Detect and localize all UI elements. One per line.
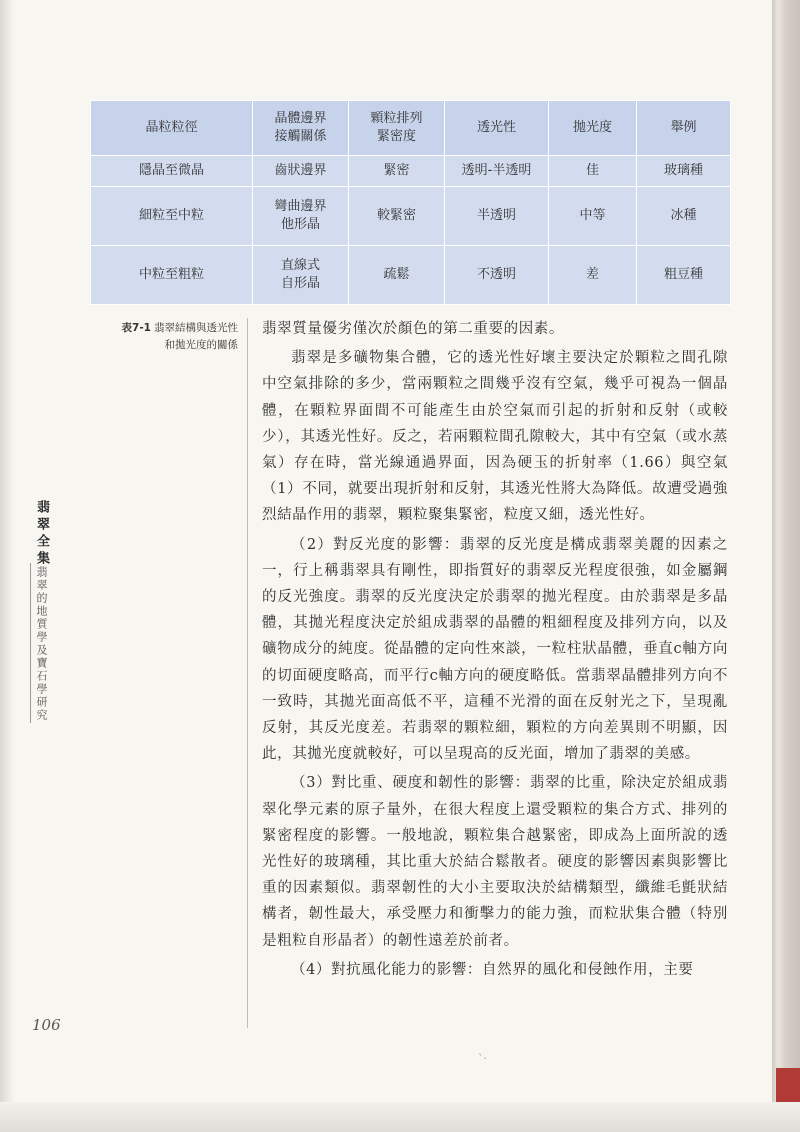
paragraph: 翡翠是多礦物集合體，它的透光性好壞主要決定於顆粒之間孔隙中空氣排除的多少，當兩顆粒之間幾乎沒有空氣，幾乎可視為一個晶體，在顆粒界面間不可能產生由於空氣而引起的折射和反射（或較少），其透光性好。反之，若兩顆粒間孔隙較大，其中有空氣（或水蒸氣）存在時，當光線通過界面，因為硬玉的折射率（1.66）與空氣（1）不同，就要出現折射和反射，其透光性將大為降低。故遭受過強烈結晶作用的翡翠，顆粒聚集緊密，粒度又細，透光性好。 [262,350,728,524]
table-cell: 齒狀邊界 [253,156,349,187]
table-cell: 差 [549,246,637,305]
table-cell: 中等 [549,187,637,246]
table-cell: 半透明 [445,187,549,246]
table-cell: 透明-半透明 [445,156,549,187]
table-cell: 細粒至中粒 [91,187,253,246]
table-cell: 直線式 自形晶 [253,246,349,305]
book-spine-edge [772,0,800,1132]
header-example: 舉例 [637,101,731,156]
structure-properties-table [90,100,731,305]
caption-number: 表7-1 [121,322,151,334]
page-number: 106 [32,1016,61,1034]
header-arrangement-density: 顆粒排列 緊密度 [349,101,445,156]
side-title-rule [30,563,31,723]
table-row [91,246,731,305]
paragraph: （2）對反光度的影響：翡翠的反光度是構成翡翠美麗的因素之一，行上稱翡翠具有剛性，即指質好的翡翠反光程度很強，如金屬鋼的反光強度。翡翠的反光度決定於翡翠的拋光程度。由於翡翠是多晶體，其拋光程度決定於組成翡翠的晶體的粗細程度及排列方向，以及礦物成分的純度。從晶體的定向性來談，一粒柱狀晶體，垂直c軸方向的切面硬度略高，而平行c軸方向的硬度略低。當翡翠晶體排列方向不一致時，其拋光面高低不平，這種不光滑的面在反射光之下，呈現亂反射，其反光度差。若翡翠的顆粒細，顆粒的方向差異則不明顯，因此，其拋光度就較好，可以呈現高的反光面，增加了翡翠的美感。 [262,536,728,763]
header-polish: 拋光度 [549,101,637,156]
table-cell: 玻璃種 [637,156,731,187]
table-cell: 隱晶至微晶 [91,156,253,187]
scan-speck: ˋ· [478,1052,487,1065]
paragraph: （4）對抗風化能力的影響：自然界的風化和侵蝕作用，主要 [291,961,694,978]
table-header-row [91,101,731,156]
paragraph: 翡翠質量優劣僅次於顏色的第二重要的因素。 [262,321,564,337]
table-cell: 中粒至粗粒 [91,246,253,305]
table-cell: 疏鬆 [349,246,445,305]
body-text [262,316,728,983]
table-row [91,187,731,246]
table-cell: 較緊密 [349,187,445,246]
book-title-vertical: 翡翠全集 [34,500,49,568]
caption-line-1: 翡翠結構與透光性 [154,322,238,334]
table-cell: 佳 [549,156,637,187]
header-transparency: 透光性 [445,101,549,156]
table-cell: 冰種 [637,187,731,246]
caption-line-2: 和拋光度的關係 [164,339,238,351]
table-caption [96,320,238,354]
page-bottom-edge [0,1102,800,1132]
table-cell: 粗豆種 [637,246,731,305]
table-cell: 不透明 [445,246,549,305]
table-cell: 彎曲邊界 他形晶 [253,187,349,246]
chapter-title-vertical: 翡翠的地質學及寶石學研究 [35,566,48,722]
table-row [91,156,731,187]
page-gutter-shadow [0,0,14,1132]
caption-divider [247,318,248,1028]
paragraph: （3）對比重、硬度和韌性的影響：翡翠的比重，除決定於組成翡翠化學元素的原子量外，在很大程度上還受顆粒的集合方式、排列的緊密程度的影響。一般地說，顆粒集合越緊密，即成為上面所說的透光性好的玻璃種，其比重大於結合鬆散者。硬度的影響因素與影響比重的因素類似。翡翠韌性的大小主要取決於結構類型，纖維毛氈狀結構者，韌性最大，承受壓力和衝擊力的能力強，而粒狀集合體（特別是粗粒自形晶者）的韌性遠差於前者。 [262,775,728,949]
spine-red-band [776,1068,800,1102]
header-grain-size: 晶粒粒徑 [91,101,253,156]
header-grain-boundary: 晶體邊界 接觸關係 [253,101,349,156]
table-cell: 緊密 [349,156,445,187]
